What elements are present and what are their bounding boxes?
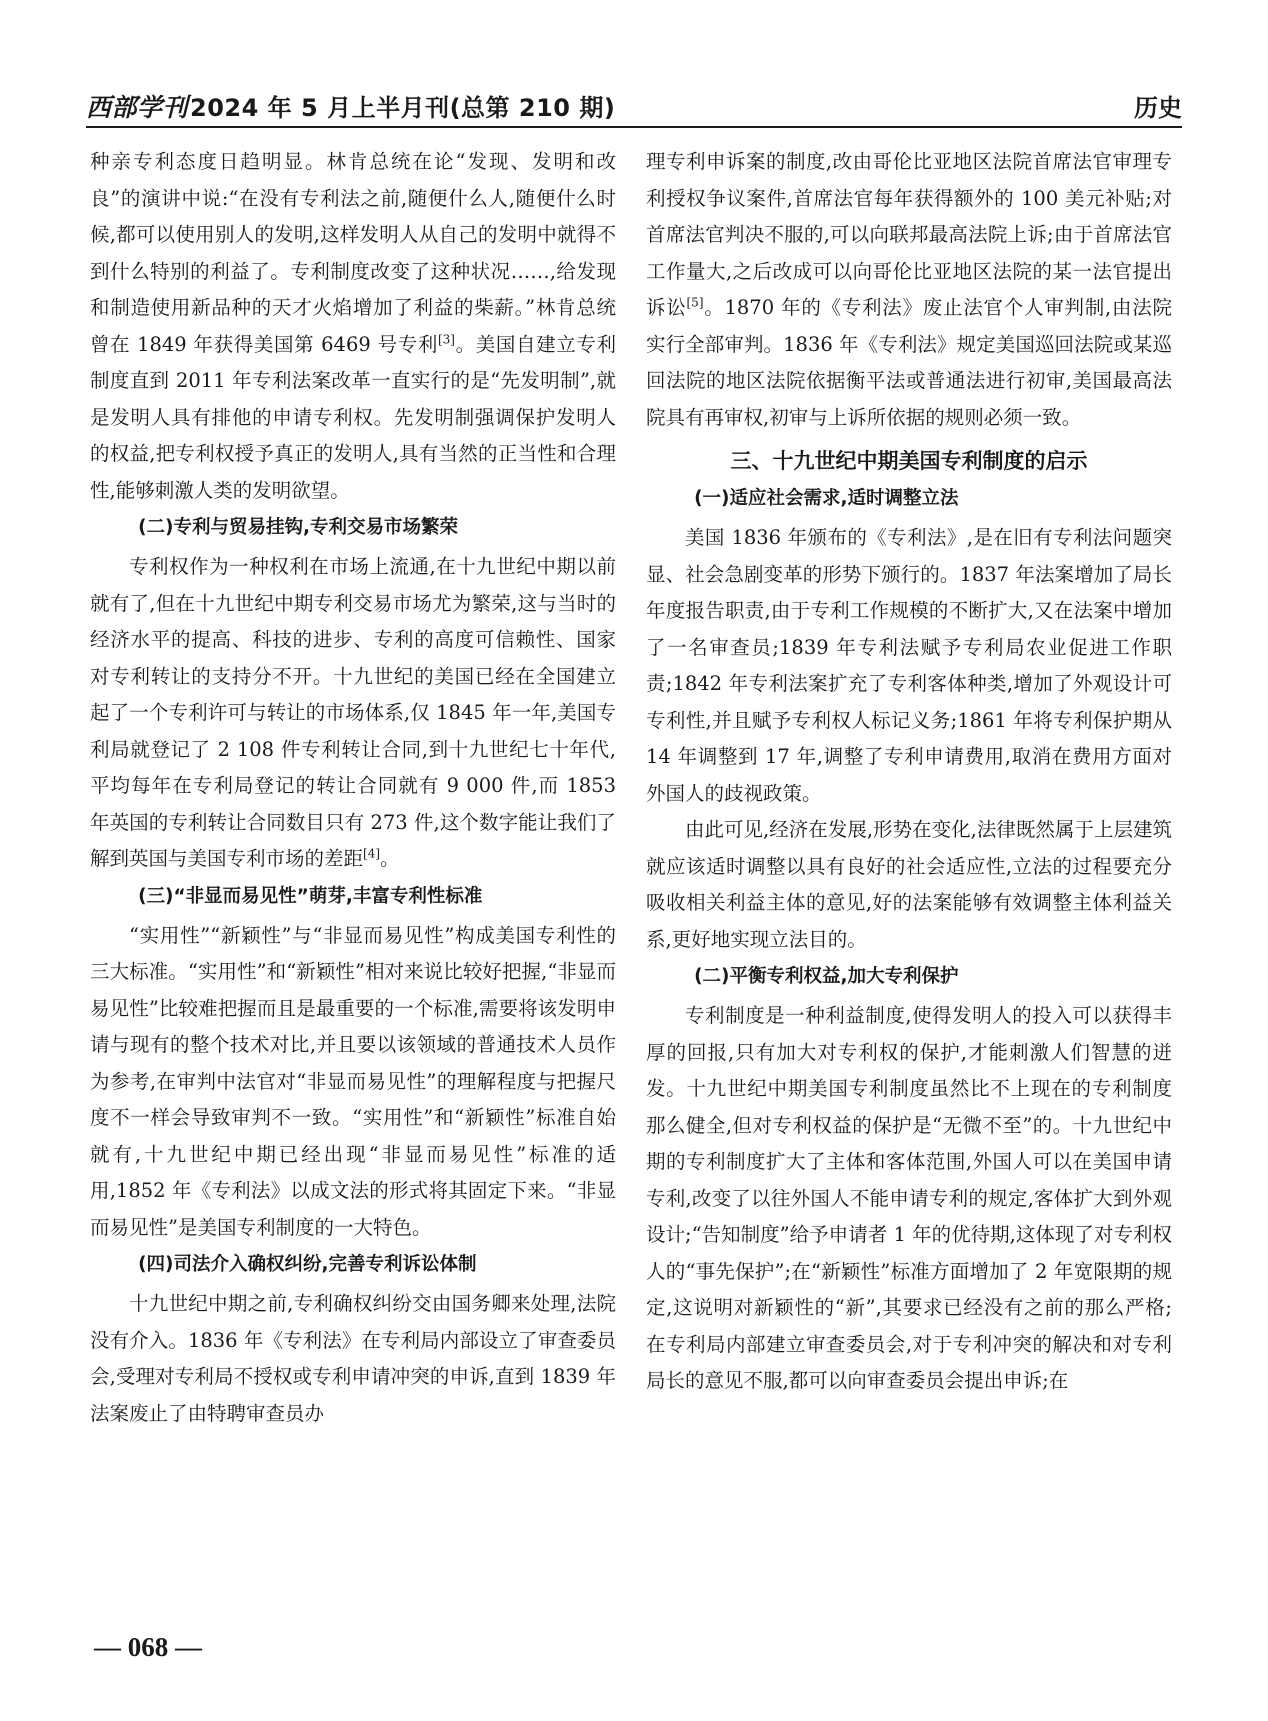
paragraph: 专利制度是一种利益制度,使得发明人的投入可以获得丰厚的回报,只有加大对专利权的保护,才能刺激人们智慧的迸发。十九世纪中期美国专利制度虽然比不上现在的专利制度那么健全,但对专利权益的保护是“无微不至”的。十九世纪中期的专利制度扩大了主体和客体范围,外国人可以在美国申请专利,改变了以往外国人不能申请专利的规定,客体扩大到外观设计;“告知制度”给予申请者 1 年的优待期,这体现了对专利权人的“事先保护”;在“新颖性”标准方面增加了 2 年宽限期的规定,这说明对新颖性的“新”,其要求已经没有之前的那么严格;在专利局内部建立审查委员会,对于专利冲突的解决和对专利局长的意见不服,都可以向审查委员会提出申诉;在 bbox=[646, 1004, 1172, 1392]
paragraph: 美国 1836 年颁布的《专利法》,是在旧有专利法问题突显、社会急剧变革的形势下颁行的。1837 年法案增加了局长年度报告职责,由于专利工作规模的不断扩大,又在法案中增加了一名审查员;1839 年专利法赋予专利局农业促进工作职责;1842 年专利法案扩充了专利客体种类,增加了外观设计可专利性,并且赋予专利权人标记义务;1861 年将专利保护期从 14 年调整到 17 年,调整了专利申请费用,取消在费用方面对外国人的歧视政策。 bbox=[646, 526, 1172, 805]
subsection-heading: (一)适应社会需求,适时调整立法 bbox=[694, 488, 959, 509]
citation-ref: [3] bbox=[437, 332, 455, 346]
paragraph: 种亲专利态度日趋明显。林肯总统在论“发现、发明和改良”的演讲中说:“在没有专利法之前,随便什么人,随便什么时候,都可以使用别人的发明,这样发明人从自己的发明中就得不到什么特别的利益了。专利制度改变了这种状况……,给发现和制造使用新品种的天才火焰增加了利益的柴薪。”林肯总统曾在 1849 年获得美国第 6469 号专利[3]。美国自建立专利制度直到 2011 年专利法案改革一直实行的是“先发明制”,就是发明人具有排他的申请专利权。先发明制强调保护发明人的权益,把专利权授予真正的发明人,具有当然的正当性和合理性,能够刺激人类的发明欲望。 bbox=[90, 150, 616, 502]
paragraph: 专利权作为一种权利在市场上流通,在十九世纪中期以前就有了,但在十九世纪中期专利交易市场尤为繁荣,这与当时的经济水平的提高、科技的进步、专利的高度可信赖性、国家对专利转让的支持分不开。十九世纪的美国已经在全国建立起了一个专利许可与转让的市场体系,仅 1845 年一年,美国专利局就登记了 2 108 件专利转让合同,到十九世纪七十年代,平均每年在专利局登记的转让合同就有 9 000 件,而 1853 年英国的专利转让合同数目只有 273 件,这个数字能让我们了解到英国与美国专利市场的差距[4]。 bbox=[90, 555, 616, 870]
citation-ref: [4] bbox=[363, 846, 381, 861]
paragraph: 由此可见,经济在发展,形势在变化,法律既然属于上层建筑就应该适时调整以具有良好的社会适应性,立法的过程要充分吸收相关利益主体的意见,好的法案能够有效调整主体利益关系,更好地实现立法目的。 bbox=[646, 818, 1172, 951]
subsection-heading: (四)司法介入确权纠纷,完善专利诉讼体制 bbox=[138, 1254, 477, 1275]
header-rule bbox=[86, 126, 1182, 128]
running-header bbox=[86, 80, 1182, 130]
subsection-heading: (三)“非显而易见性”萌芽,丰富专利性标准 bbox=[138, 885, 483, 907]
journal-logo: 西部学刊 bbox=[86, 93, 189, 122]
journal-issue-line bbox=[86, 88, 615, 124]
paragraph: 理专利申诉案的制度,改由哥伦比亚地区法院首席法官审理专利授权争议案件,首席法官每年获得额外的 100 美元补贴;对首席法官判决不服的,可以向联邦最高法院上诉;由于首席法官工作量大,之后改成可以向哥伦比亚地区法院的某一法官提出诉讼[5]。1870 年的《专利法》废止法官个人审判制,由法院实行全部审判。1836 年《专利法》规定美国巡回法院或某巡回法院的地区法院依据衡平法或普通法进行初审,美国最高法院具有再审权,初审与上诉所依据的规则必须一致。 bbox=[646, 150, 1172, 429]
section-heading: 三、十九世纪中期美国专利制度的启示 bbox=[730, 449, 1088, 473]
citation-ref: [5] bbox=[686, 295, 704, 310]
paragraph: “实用性”“新颖性”与“非显而易见性”构成美国专利性的三大标准。“实用性”和“新颖性”相对来说比较好把握,“非显而易见性”比较难把握而且是最重要的一个标准,需要将该发明申请与现有的整个技术对比,并且要以该领域的普通技术人员作为参考,在审判中法官对“非显而易见性”的理解程度与把握尺度不一样会导致审判不一致。“实用性”和“新颖性”标准自始就有,十九世纪中期已经出现“非显而易见性”标准的适用,1852 年《专利法》以成文法的形式将其固定下来。“非显而易见性”是美国专利制度的一大特色。 bbox=[90, 923, 616, 1239]
issue-label: 2024 年 5 月上半月刊(总第 210 期) bbox=[190, 94, 616, 122]
right-column bbox=[646, 144, 1172, 1400]
subsection-heading: (二)专利与贸易挂钩,专利交易市场繁荣 bbox=[138, 517, 459, 538]
page-number: — 068 — bbox=[94, 1632, 202, 1662]
left-column bbox=[90, 144, 616, 1432]
paragraph: 十九世纪中期之前,专利确权纠纷交由国务卿来处理,法院没有介入。1836 年《专利法》在专利局内部设立了审查委员会,受理对专利局不授权或专利申请冲突的申诉,直到 1839 年法案废止了由特聘审查员办 bbox=[90, 1292, 616, 1425]
section-label: 历史 bbox=[1134, 94, 1182, 122]
subsection-heading: (二)平衡专利权益,加大专利保护 bbox=[694, 966, 959, 987]
